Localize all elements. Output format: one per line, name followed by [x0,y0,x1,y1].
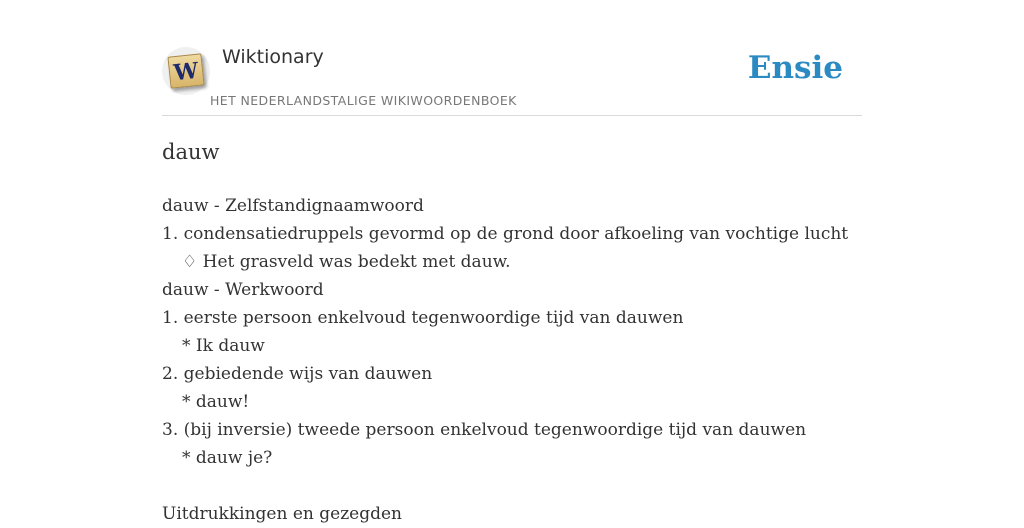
example-line: ♢ Het grasveld was bedekt met dauw. [182,252,511,272]
expressions-heading: Uitdrukkingen en gezegden [162,504,402,524]
ensie-brand-link[interactable]: Ensie [747,50,843,86]
example-line: * dauw! [182,392,250,412]
definition-content [162,192,862,528]
spacer [162,472,862,500]
logo-letter: W [172,57,200,87]
section-heading-verb: dauw - Werkwoord [162,280,324,300]
site-tagline: HET NEDERLANDSTALIGE WIKIWOORDENBOEK [210,93,517,108]
section-heading-noun: dauw - Zelfstandignaamwoord [162,196,424,216]
example-line: * Ik dauw [182,336,265,356]
page-title: dauw [162,140,220,164]
definition-line: 2. gebiedende wijs van dauwen [162,364,433,384]
site-name[interactable]: Wiktionary [222,46,324,68]
logo-tile-icon [167,53,204,88]
definition-line: 1. eerste persoon enkelvoud tegenwoordige tijd van dauwen [162,308,684,328]
example-line: * dauw je? [182,448,273,468]
wiktionary-logo[interactable] [162,47,210,95]
definition-line: 3. (bij inversie) tweede persoon enkelvoud tegenwoordige tijd van dauwen [162,420,807,440]
definition-line: 1. condensatiedruppels gevormd op de grond door afkoeling van vochtige lucht [162,224,849,244]
site-header [162,0,862,116]
page [162,0,862,524]
